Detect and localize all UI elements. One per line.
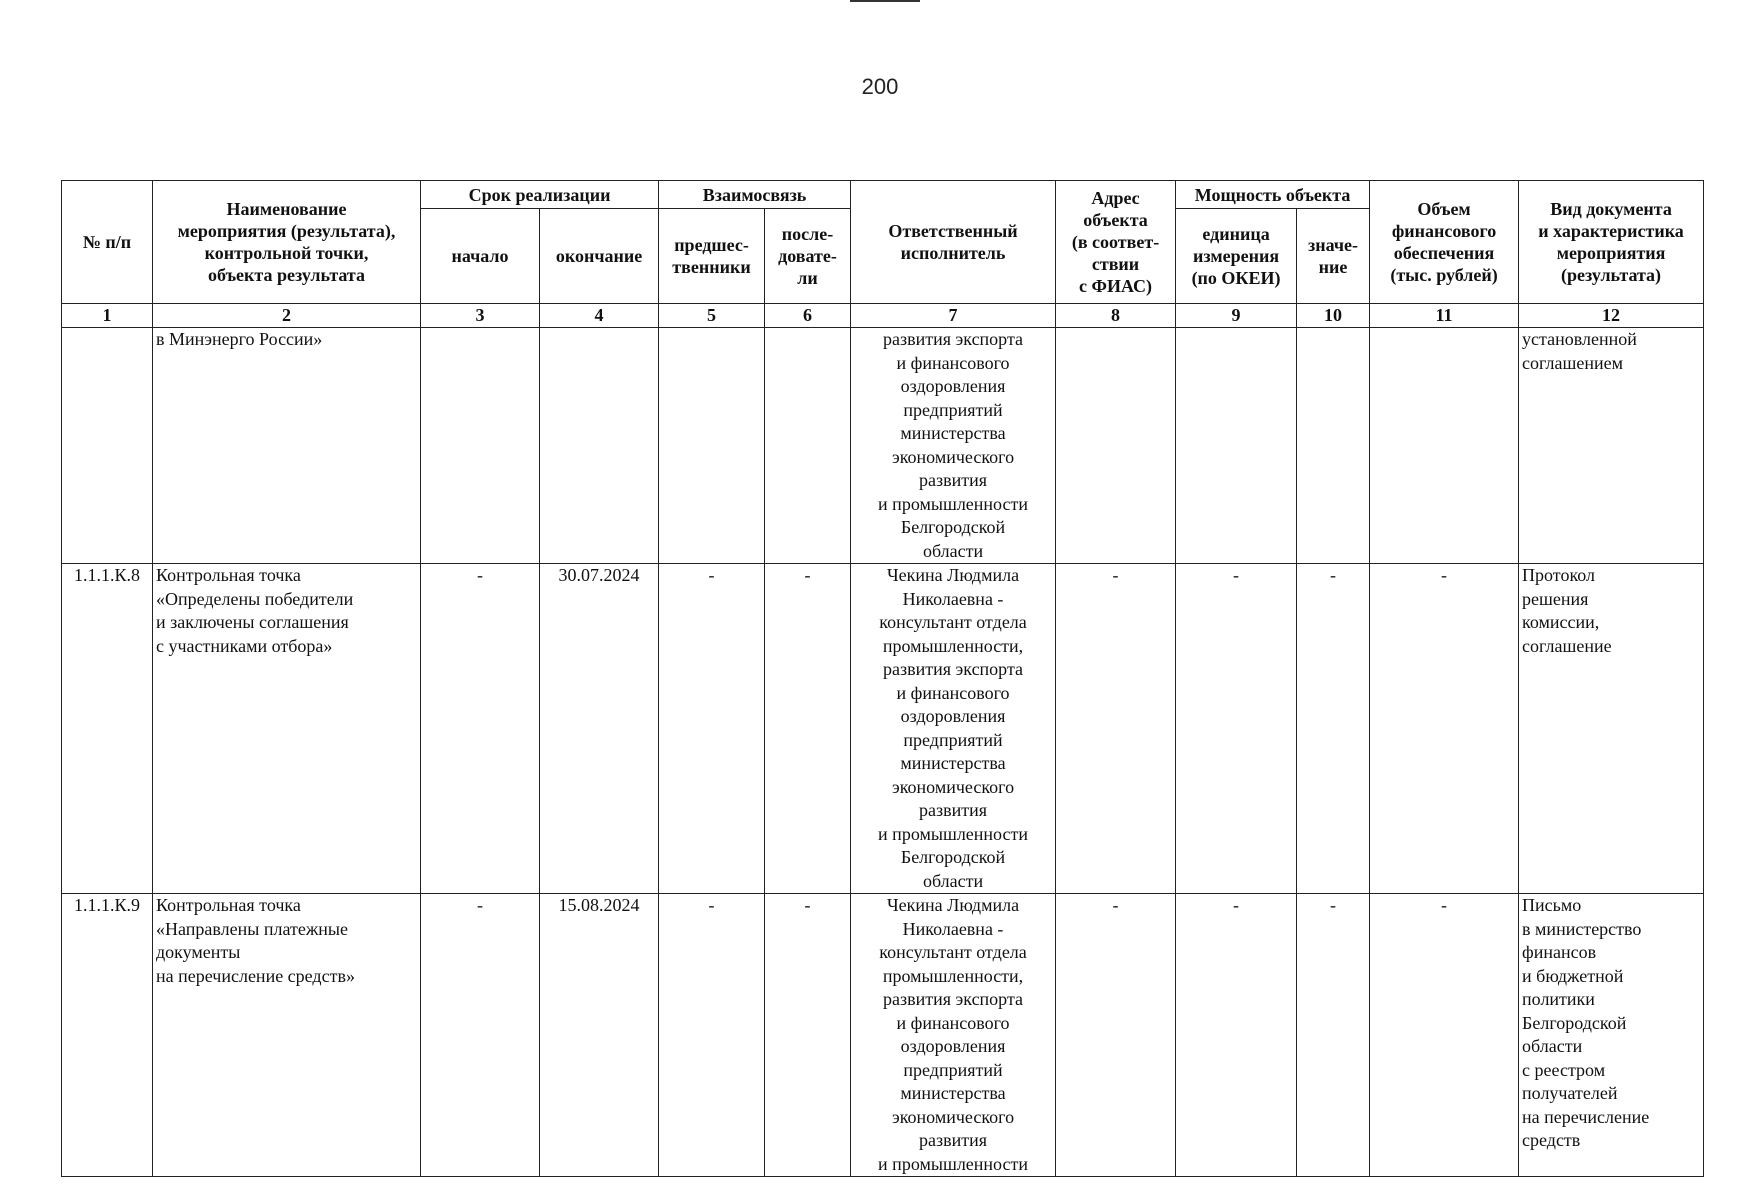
cell-text-line: министерства	[900, 423, 1006, 443]
column-number: 2	[153, 304, 421, 328]
row-document-cell	[1519, 328, 1704, 564]
column-number: 3	[421, 304, 540, 328]
cell-text-line: на перечисление средств»	[156, 965, 355, 986]
cell-text-line: обеспечения	[1393, 243, 1495, 263]
row-end-cell: 15.08.2024	[540, 894, 659, 1177]
row-document-cell	[1519, 564, 1704, 894]
cell-text-line: Адрес	[1091, 188, 1140, 208]
row-succ-cell	[765, 328, 851, 564]
header-power: Мощность объекта	[1176, 181, 1370, 209]
cell-text-line: и финансового	[896, 682, 1010, 703]
cell-text-line: измерения	[1192, 246, 1280, 266]
cell-text-line: довате-	[778, 246, 837, 266]
row-name-cell	[153, 564, 421, 894]
cell-text-line: комиссии,	[1522, 612, 1600, 632]
cell-text-line: контрольной точки,	[204, 243, 369, 263]
row-end-cell	[540, 328, 659, 564]
row-succ-cell: -	[765, 564, 851, 894]
cell-text-line: развития	[919, 800, 988, 820]
header-num: № п/п	[62, 181, 153, 304]
cell-text-line: (по ОКЕИ)	[1191, 268, 1281, 288]
header-name	[153, 181, 421, 304]
cell-text-line: с ФИАС)	[1079, 276, 1153, 296]
plan-table	[61, 180, 1704, 1177]
cell-text-line: и финансового	[896, 1012, 1010, 1033]
column-number: 12	[1519, 304, 1704, 328]
row-responsible-cell	[851, 328, 1056, 564]
table-row	[62, 894, 1704, 1177]
row-address-cell: -	[1056, 564, 1176, 894]
row-address-cell: -	[1056, 894, 1176, 1177]
row-succ-cell: -	[765, 894, 851, 1177]
cell-text-line: объекта результата	[208, 265, 365, 285]
cell-text-line: исполнитель	[900, 243, 1006, 263]
cell-text-line: Наименование	[226, 199, 347, 219]
row-value-cell	[1297, 328, 1370, 564]
header-unit	[1176, 209, 1297, 304]
row-responsible-cell	[851, 564, 1056, 894]
header-finance	[1370, 181, 1519, 304]
cell-text-line: оздоровления	[900, 376, 1006, 396]
cell-text-line: мероприятия	[1556, 243, 1666, 263]
cell-text-line: и промышленности	[878, 823, 1028, 844]
row-value-cell: -	[1297, 564, 1370, 894]
cell-text-line: с реестром	[1522, 1059, 1606, 1080]
cell-text-line: развития	[919, 1130, 988, 1150]
cell-text-line: экономического	[891, 446, 1015, 467]
row-num-cell	[62, 328, 153, 564]
header-address	[1056, 181, 1176, 304]
cell-text-line: объекта	[1083, 210, 1148, 230]
row-value-cell: -	[1297, 894, 1370, 1177]
cell-text-line: ствии	[1091, 254, 1140, 274]
row-start-cell: -	[421, 894, 540, 1177]
cell-text-line: развития экспорта	[883, 329, 1024, 349]
cell-text-line: области	[922, 540, 984, 561]
cell-text-line: предшес-	[674, 235, 749, 255]
header-successors	[765, 209, 851, 304]
header-document	[1519, 181, 1704, 304]
cell-text-line: и промышленности	[878, 493, 1028, 514]
cell-text-line: получателей	[1522, 1083, 1618, 1103]
cell-text-line: Чекина Людмила	[886, 895, 1020, 915]
cell-text-line: (результата)	[1561, 265, 1662, 285]
cell-text-line: финансового	[1391, 221, 1497, 241]
column-number: 7	[851, 304, 1056, 328]
cell-text-line: и бюджетной	[1522, 965, 1624, 986]
cell-text-line: (тыс. рублей)	[1390, 265, 1498, 285]
row-end-cell: 30.07.2024	[540, 564, 659, 894]
row-finance-cell	[1370, 328, 1519, 564]
cell-text-line: Вид документа	[1550, 199, 1672, 219]
cell-text-line: единица	[1202, 224, 1270, 244]
cell-text-line: политики	[1522, 989, 1595, 1009]
cell-text-line: экономического	[891, 1106, 1015, 1127]
cell-text-line: Белгородской	[900, 847, 1006, 867]
page-number: 200	[861, 74, 899, 99]
column-number: 11	[1370, 304, 1519, 328]
row-num-cell: 1.1.1.К.9	[62, 894, 153, 1177]
header-value	[1297, 209, 1370, 304]
table-row	[62, 328, 1704, 564]
cell-text-line: Чекина Людмила	[886, 565, 1020, 585]
cell-text-line: консультант отдела	[879, 942, 1027, 962]
column-number-row	[62, 304, 1704, 328]
row-unit-cell	[1176, 328, 1297, 564]
cell-text-line: предприятий	[903, 1059, 1003, 1080]
cell-text-line: области	[922, 870, 984, 891]
column-number: 10	[1297, 304, 1370, 328]
row-start-cell	[421, 328, 540, 564]
column-number: 1	[62, 304, 153, 328]
column-number: 5	[659, 304, 765, 328]
cell-text-line: и заключены соглашения	[156, 612, 349, 632]
row-finance-cell: -	[1370, 564, 1519, 894]
cell-text-line: средств	[1522, 1130, 1581, 1150]
row-document-cell	[1519, 894, 1704, 1177]
cell-text-line: консультант отдела	[879, 612, 1027, 632]
column-number: 6	[765, 304, 851, 328]
header-period: Срок реализации	[421, 181, 659, 209]
header-end: окончание	[540, 209, 659, 304]
cell-text-line: области	[1522, 1036, 1583, 1056]
cell-text-line: в Минэнерго России»	[156, 329, 323, 349]
cell-text-line: оздоровления	[900, 706, 1006, 726]
cell-text-line: документы	[156, 942, 241, 962]
header-predecessors	[659, 209, 765, 304]
cell-text-line: Письмо	[1522, 895, 1582, 915]
cell-text-line: Протокол	[1522, 565, 1596, 585]
cell-text-line: решения	[1522, 588, 1589, 609]
cell-text-line: установленной	[1522, 329, 1637, 349]
cell-text-line: ли	[797, 268, 818, 288]
cell-text-line: мероприятия (результата),	[177, 221, 396, 241]
cell-text-line: ние	[1318, 257, 1348, 277]
column-number: 8	[1056, 304, 1176, 328]
header-responsible	[851, 181, 1056, 304]
cell-text-line: финансов	[1522, 942, 1597, 962]
header-link: Взаимосвязь	[659, 181, 851, 209]
cell-text-line: «Определены победители	[156, 588, 354, 609]
cell-text-line: на перечисление	[1522, 1106, 1650, 1127]
cell-text-line: Николаевна -	[902, 588, 1004, 609]
cell-text-line: Ответственный	[888, 221, 1018, 241]
cell-text-line: Белгородской	[900, 517, 1006, 537]
cell-text-line: развития экспорта	[883, 989, 1024, 1009]
cell-text-line: Объем	[1417, 199, 1471, 219]
row-num-cell: 1.1.1.К.8	[62, 564, 153, 894]
cell-text-line: Контрольная точка	[156, 565, 301, 585]
row-responsible-cell	[851, 894, 1056, 1177]
row-unit-cell: -	[1176, 564, 1297, 894]
row-address-cell	[1056, 328, 1176, 564]
column-number: 4	[540, 304, 659, 328]
row-name-cell	[153, 328, 421, 564]
cell-text-line: развития	[919, 470, 988, 490]
top-edge-mark	[850, 0, 920, 2]
cell-text-line: «Направлены платежные	[156, 918, 348, 939]
cell-text-line: и характеристика	[1538, 221, 1684, 241]
cell-text-line: в министерство	[1522, 918, 1642, 939]
header-start: начало	[421, 209, 540, 304]
cell-text-line: министерства	[900, 753, 1006, 773]
row-pred-cell	[659, 328, 765, 564]
cell-text-line: и финансового	[896, 352, 1010, 373]
cell-text-line: оздоровления	[900, 1036, 1006, 1056]
cell-text-line: экономического	[891, 776, 1015, 797]
row-name-cell	[153, 894, 421, 1177]
cell-text-line: промышленности,	[882, 965, 1024, 986]
row-start-cell: -	[421, 564, 540, 894]
cell-text-line: предприятий	[903, 399, 1003, 420]
column-number: 9	[1176, 304, 1297, 328]
cell-text-line: твенники	[672, 257, 751, 277]
cell-text-line: министерства	[900, 1083, 1006, 1103]
cell-text-line: после-	[781, 224, 834, 244]
cell-text-line: Белгородской	[1522, 1012, 1627, 1033]
table-row	[62, 564, 1704, 894]
cell-text-line: соглашение	[1522, 635, 1612, 656]
cell-text-line: соглашением	[1522, 352, 1623, 373]
cell-text-line: Контрольная точка	[156, 895, 301, 915]
cell-text-line: Николаевна -	[902, 918, 1004, 939]
cell-text-line: (в соответ-	[1071, 232, 1160, 252]
cell-text-line: развития экспорта	[883, 659, 1024, 679]
row-unit-cell: -	[1176, 894, 1297, 1177]
cell-text-line: значе-	[1308, 235, 1359, 255]
row-pred-cell: -	[659, 894, 765, 1177]
cell-text-line: с участниками отбора»	[156, 635, 333, 656]
cell-text-line: и промышленности	[878, 1153, 1028, 1174]
row-pred-cell: -	[659, 564, 765, 894]
row-finance-cell: -	[1370, 894, 1519, 1177]
cell-text-line: промышленности,	[882, 635, 1024, 656]
cell-text-line: предприятий	[903, 729, 1003, 750]
